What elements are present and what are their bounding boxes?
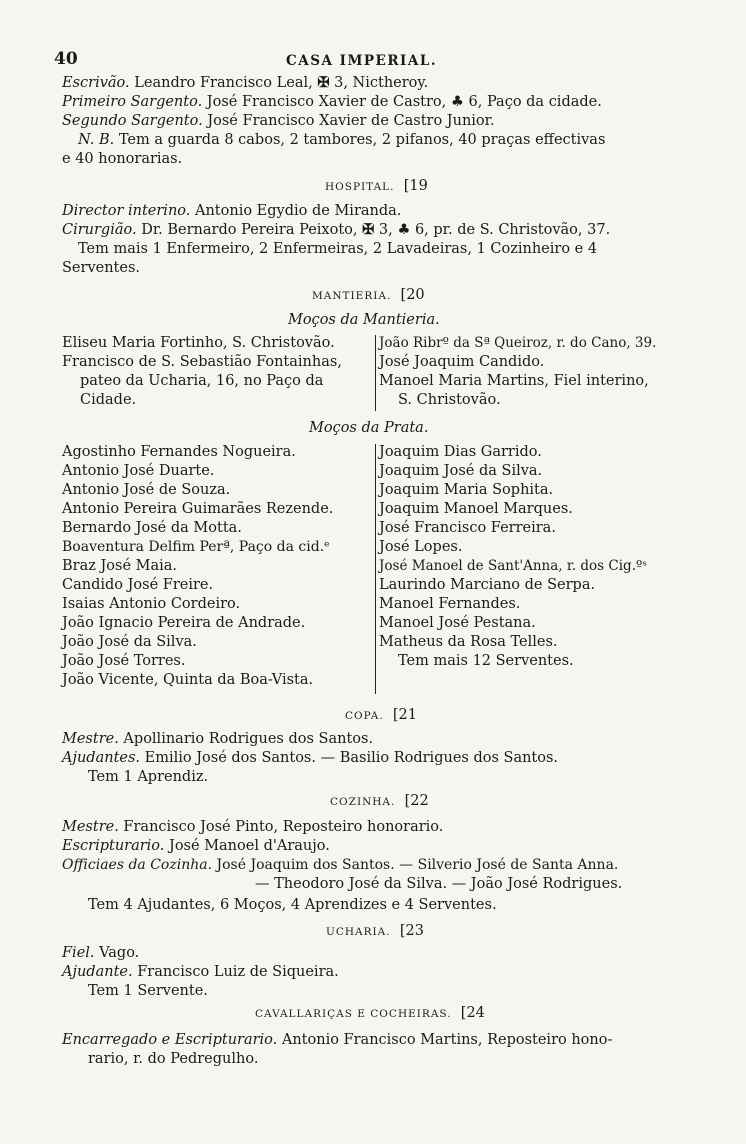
list-item: Joaquim Maria Sophita. <box>379 482 554 498</box>
list-item: Manoel Fernandes. <box>379 596 521 612</box>
role-label: Ajudante. <box>62 964 133 980</box>
entry-text: José Francisco Xavier de Castro Junior. <box>202 113 495 129</box>
cross-icon: ✠ <box>362 221 375 238</box>
list-item: Joaquim Dias Garrido. <box>379 444 542 460</box>
text-line: rario, r. do Pedregulho. <box>88 1051 259 1067</box>
text-line: Tem 1 Servente. <box>88 983 208 999</box>
text-line: Mestre. Apollinario Rodrigues dos Santos. <box>62 731 374 747</box>
role-label: Segundo Sargento. <box>62 113 203 129</box>
list-item: José Joaquim Candido. <box>379 354 545 370</box>
list-item: Manoel José Pestana. <box>379 615 536 631</box>
list-item: Cidade. <box>80 392 137 408</box>
section-heading: COZINHA. [22 <box>330 793 429 809</box>
list-item: Tem mais 12 Serventes. <box>398 653 574 669</box>
role-label: Mestre. <box>62 819 119 835</box>
list-item: Antonio Pereira Guimarães Rezende. <box>62 501 334 517</box>
entry-text: Tem a guarda 8 cabos, 2 tambores, 2 pifanos, 40 praças effectivas <box>114 132 606 148</box>
list-item: Antonio José de Souza. <box>62 482 231 498</box>
text-line: Fiel. Vago. <box>62 945 140 961</box>
role-label: Encarregado e Escripturario. <box>62 1032 278 1048</box>
text-line <box>62 93 602 111</box>
list-item: Eliseu Maria Fortinho, S. Christovão. <box>62 335 335 351</box>
list-item: Francisco de S. Sebastião Fontainhas, <box>62 354 342 370</box>
page-number: 40 <box>54 49 78 69</box>
text-line: e 40 honorarias. <box>62 151 183 167</box>
text-line: Officiaes da Cozinha. José Joaquim dos Santos. — Silverio José de Santa Anna. <box>62 857 619 873</box>
page-title: CASA IMPERIAL. <box>286 53 438 69</box>
text-line: Serventes. <box>62 260 141 276</box>
sub-heading: Moços da Mantieria. <box>288 312 440 328</box>
entry-text: 6, Paço da cidade. <box>463 94 602 110</box>
section-heading: CAVALLARIÇAS E COCHEIRAS. [24 <box>255 1005 485 1021</box>
list-item: Isaias Antonio Cordeiro. <box>62 596 241 612</box>
role-label: Ajudantes. <box>62 750 141 766</box>
sub-heading: Moços da Prata. <box>309 420 429 436</box>
entry-text: 3, Nictheroy. <box>329 75 429 91</box>
list-item: José Francisco Ferreira. <box>379 520 556 536</box>
list-item: pateo da Ucharia, 16, no Paço da <box>80 373 324 389</box>
list-item: S. Christovão. <box>398 392 501 408</box>
note-label: N. B. <box>78 132 115 148</box>
section-heading: MANTIERIA. [20 <box>312 287 425 303</box>
text-line: Tem 4 Ajudantes, 6 Moços, 4 Aprendizes e 4 Serventes. <box>88 897 497 913</box>
list-item: João Ignacio Pereira de Andrade. <box>62 615 306 631</box>
list-item: João José Torres. <box>62 653 186 669</box>
list-item: Matheus da Rosa Telles. <box>379 634 558 650</box>
list-item: Candido José Freire. <box>62 577 214 593</box>
role-label: Officiaes da Cozinha. <box>62 857 213 873</box>
list-item: João José da Silva. <box>62 634 197 650</box>
text-line: — Theodoro José da Silva. — João José Rodrigues. <box>255 876 623 892</box>
cross-icon: ✠ <box>317 74 330 91</box>
text-line: Encarregado e Escripturario. Antonio Francisco Martins, Reposteiro hono- <box>62 1032 613 1048</box>
list-item: João Ribrº da Sª Queiroz, r. do Cano, 39. <box>379 335 657 351</box>
entry-text: Leandro Francisco Leal, <box>129 75 318 91</box>
order-icon: ♣ <box>397 221 411 238</box>
role-label: Mestre. <box>62 731 119 747</box>
text-line: Ajudante. Francisco Luiz de Siqueira. <box>62 964 339 980</box>
text-line <box>62 74 428 92</box>
list-item: Braz José Maia. <box>62 558 178 574</box>
list-item: Manoel Maria Martins, Fiel interino, <box>379 373 649 389</box>
text-line <box>78 131 605 149</box>
text-line: Mestre. Francisco José Pinto, Reposteiro honorario. <box>62 819 444 835</box>
list-item: Antonio José Duarte. <box>62 463 215 479</box>
role-label: Cirurgião. <box>62 222 137 238</box>
list-item: Agostinho Fernandes Nogueira. <box>62 444 296 460</box>
text-line: Cirurgião. Dr. Bernardo Pereira Peixoto, ✠ 3, ♣ 6, pr. de S. Christovão, 37. <box>62 221 611 238</box>
column-divider <box>375 335 376 411</box>
role-label: Primeiro Sargento. <box>62 94 203 110</box>
section-heading: UCHARIA. [23 <box>326 923 424 939</box>
order-icon: ♣ <box>450 93 464 110</box>
text-line: Escripturario. José Manoel d'Araujo. <box>62 838 330 854</box>
column-divider <box>375 444 376 694</box>
list-item: Bernardo José da Motta. <box>62 520 242 536</box>
text-line: Tem 1 Aprendiz. <box>88 769 209 785</box>
role-label: Escrivão. <box>62 75 130 91</box>
list-item: Joaquim Manoel Marques. <box>379 501 573 517</box>
list-item: Joaquim José da Silva. <box>379 463 543 479</box>
list-item: Boaventura Delfim Perª, Paço da cid.ᵉ <box>62 539 330 555</box>
list-item: José Manoel de Sant'Anna, r. dos Cig.ºˢ <box>379 558 647 574</box>
role-label: Director interino. <box>62 203 191 219</box>
role-label: Fiel. <box>62 945 95 961</box>
entry-text: José Francisco Xavier de Castro, <box>202 94 451 110</box>
text-line <box>62 202 401 220</box>
role-label: Escripturario. <box>62 838 165 854</box>
list-item: João Vicente, Quinta da Boa-Vista. <box>62 672 314 688</box>
list-item: Laurindo Marciano de Serpa. <box>379 577 596 593</box>
text-line <box>62 112 495 130</box>
list-item: José Lopes. <box>379 539 463 555</box>
text-line: Tem mais 1 Enfermeiro, 2 Enfermeiras, 2 Lavadeiras, 1 Cozinheiro e 4 <box>78 241 598 257</box>
section-heading: COPA. [21 <box>345 707 417 723</box>
text-line: Ajudantes. Emilio José dos Santos. — Basilio Rodrigues dos Santos. <box>62 750 559 766</box>
section-heading: HOSPITAL. [19 <box>325 178 428 194</box>
entry-text: Antonio Egydio de Miranda. <box>190 203 402 219</box>
